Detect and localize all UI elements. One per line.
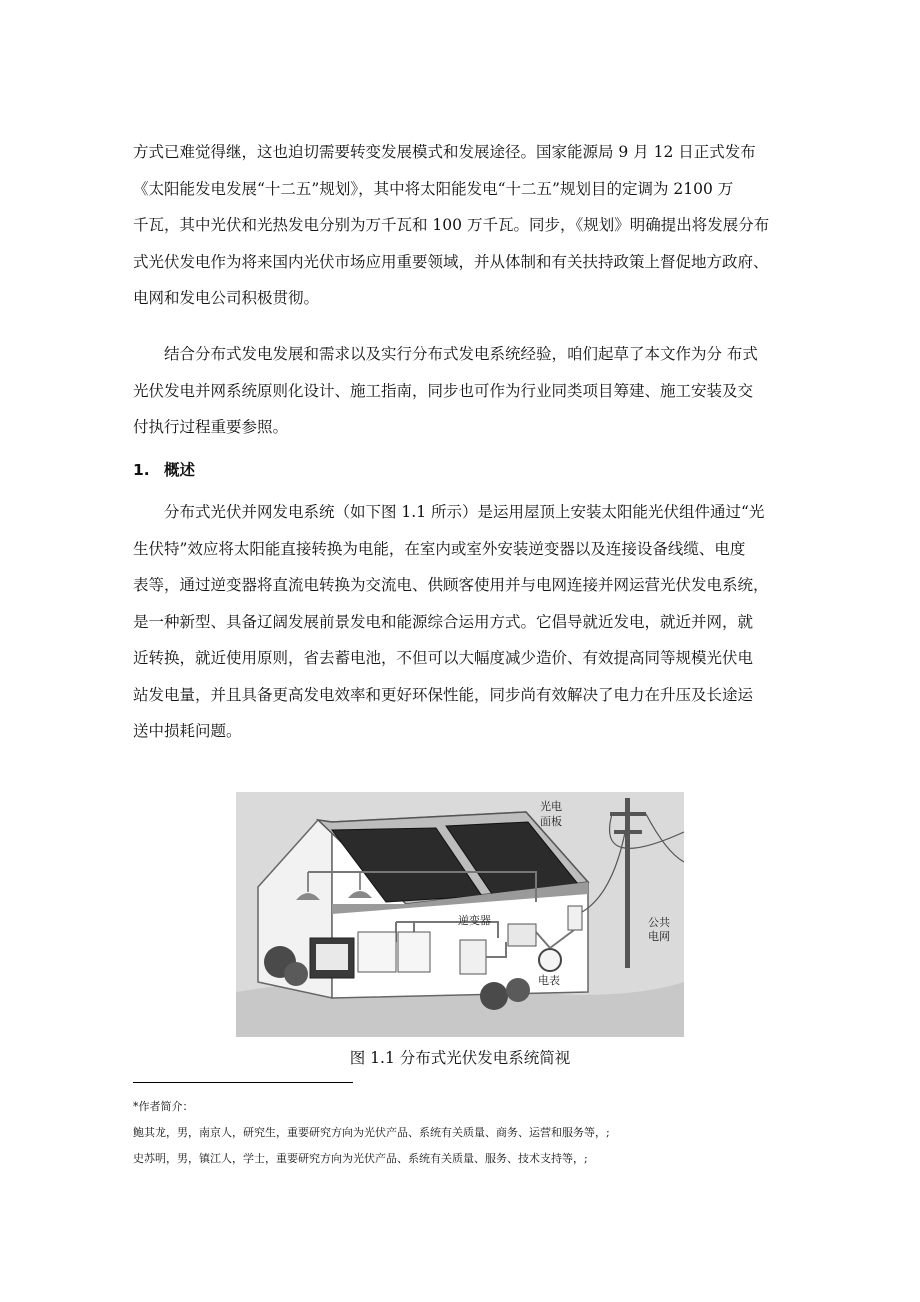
text-line: 电网和发电公司积极贯彻。 [133,289,320,307]
label-panel-line1: 光电 [540,800,562,813]
text-line: 近转换，就近使用原则，省去蓄电池，不但可以大幅度减少造价、有效提高同等规模光伏电 [133,649,754,667]
label-grid-line2: 电网 [648,930,670,943]
footnote-line: 鲍其龙，男，南京人，研究生，重要研究方向为光伏产品、系统有关质量、商务、运营和服务等，; [133,1126,610,1139]
text-line: 付执行过程重要参照。 [133,418,289,436]
footnote-divider [133,1082,353,1083]
pv-system-figure [236,792,684,1037]
text-line: 光伏发电并网系统原则化设计、施工指南，同步也可作为行业同类项目筹建、施工安装及交 [133,381,754,400]
text-line: 方式已难觉得继，这也迫切需要转变发展模式和发展途径。国家能源局 9 月 12 日正式发布 [133,143,756,161]
footnotes [133,1094,610,1172]
tv-screen [316,944,348,970]
text-line: 是一种新型、具备辽阔发展前景发电和能源综合运用方式。它倡导就近发电，就近并网，就 [133,612,754,631]
dryer-icon [398,932,430,972]
paragraph-purpose [133,336,793,446]
section-number: 1. [133,461,150,479]
meter-icon [539,949,561,971]
paragraph-overview [133,494,793,750]
figure-caption: 图 1.1 分布式光伏发电系统简视 [349,1049,571,1067]
text-line: 分布式光伏并网发电系统（如下图 1.1 所示）是运用屋顶上安装太阳能光伏组件通过“光 [164,503,765,521]
paragraph-intro-continued [133,134,793,317]
footnote-line: 史苏明，男，镇江人，学士，重要研究方向为光伏产品、系统有关质量、服务、技术支持等，; [133,1152,588,1165]
text-line: 站发电量，并且具备更高发电效率和更好环保性能，同步尚有效解决了电力在升压及长途运 [133,685,754,704]
text-line: 送中损耗问题。 [133,722,242,740]
washer-icon [358,932,396,972]
label-meter: 电表 [538,974,560,987]
inverter-icon [508,924,536,946]
label-inverter: 逆变器 [458,914,491,927]
text-line: 结合分布式发电发展和需求以及实行分布式发电系统经验，咱们起草了本文作为分 布式 [164,345,758,363]
text-line: 《太阳能发电发展“十二五”规划》，其中将太阳能发电“十二五”规划目的定调为 2100 万 [133,179,734,198]
utility-pole [625,798,630,968]
text-line: 千瓦，其中光伏和光热发电分别为万千瓦和 100 万千瓦。同步，《规划》明确提出将发展分布 [133,216,770,234]
pole-crossarm [610,812,646,816]
bush [284,962,308,986]
pole-crossarm [614,830,642,834]
label-grid-line1: 公共 [648,916,670,929]
disconnect-box-icon [460,940,486,974]
section-title: 概述 [164,461,196,479]
bush [506,978,530,1002]
footnote-line: *作者简介： [133,1100,194,1113]
text-line: 式光伏发电作为将来国内光伏市场应用重要领域，并从体制和有关扶持政策上督促地方政府、 [133,252,769,271]
text-line: 生伏特”效应将太阳能直接转换为电能，在室内或室外安装逆变器以及连接设备线缆、电度 [133,539,746,558]
section-heading [133,458,195,480]
text-line: 表等，通过逆变器将直流电转换为交流电、供顾客使用并与电网连接并网运营光伏发电系统， [133,576,769,594]
label-panel-line2: 面板 [540,815,562,828]
service-panel-icon [568,906,582,930]
bush [480,982,508,1010]
